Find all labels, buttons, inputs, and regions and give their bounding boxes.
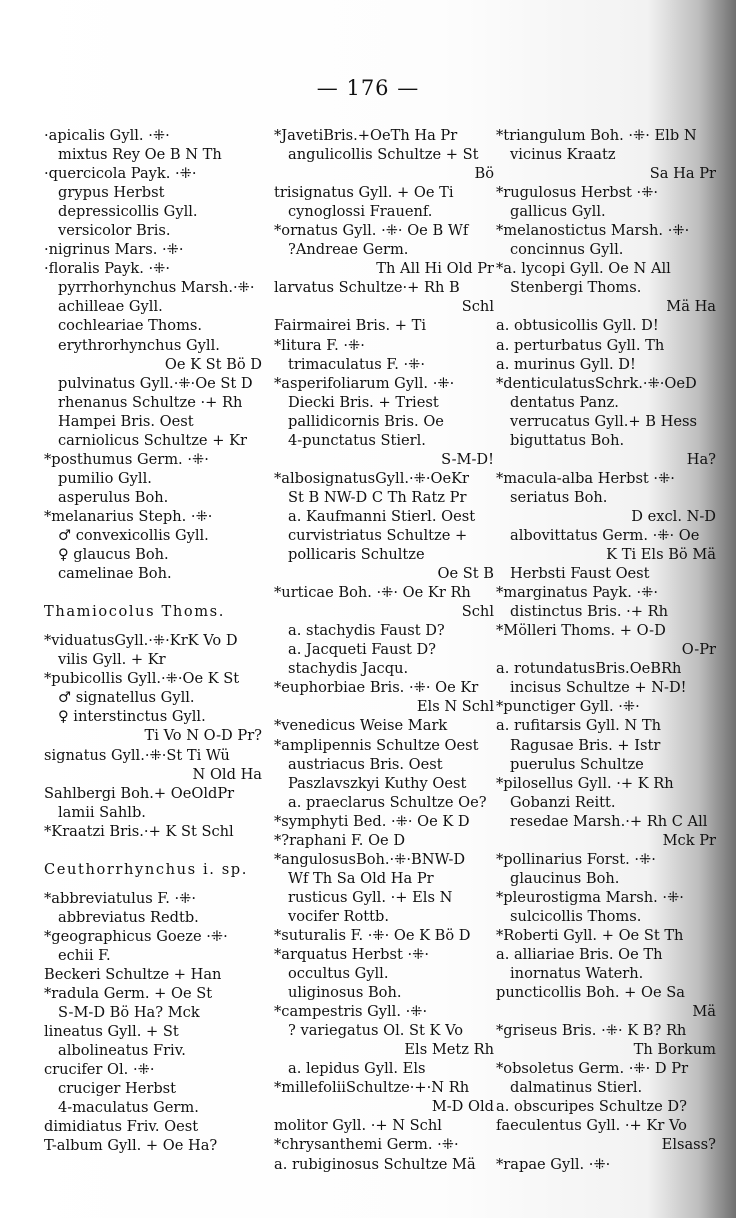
species-entry-line: *chrysanthemi Germ. ·⁜· xyxy=(274,1136,459,1154)
species-entry-line: biguttatus Boh. xyxy=(510,431,625,449)
species-entry-line: a. rubiginosus Schultze Mä xyxy=(274,1155,476,1173)
species-entry-line: a. obscuripes Schultze D? xyxy=(496,1098,687,1116)
species-entry-line: *pollinarius Forst. ·⁜· xyxy=(496,850,656,868)
species-entry-line: trimaculatus F. ·⁜· xyxy=(288,355,426,373)
species-entry-line: S-M-D! xyxy=(441,450,494,468)
species-entry-line: *rapae Gyll. ·⁜· xyxy=(496,1155,611,1173)
species-entry-line: *denticulatusSchrk.·⁜·OeD xyxy=(496,374,697,392)
species-entry-line: Herbsti Faust Oest xyxy=(510,565,650,583)
species-entry-line: *symphyti Bed. ·⁜· Oe K D xyxy=(274,812,470,830)
species-entry-line: sulcicollis Thoms. xyxy=(510,907,642,925)
species-entry-line: *radula Germ. + Oe St xyxy=(44,985,213,1003)
species-entry-line: gallicus Gyll. xyxy=(510,203,606,221)
species-entry-line: dimidiatus Friv. Oest xyxy=(44,1118,199,1136)
species-entry-line: *griseus Bris. ·⁜· K B? Rh xyxy=(496,1022,687,1040)
species-entry-line: *campestris Gyll. ·⁜· xyxy=(274,1003,428,1021)
species-entry-line: *obsoletus Germ. ·⁜· D Pr xyxy=(496,1060,689,1078)
species-entry-line: stachydis Jacqu. xyxy=(288,660,409,678)
species-entry-line: *arquatus Herbst ·⁜· xyxy=(274,946,429,964)
species-entry-line: vocifer Rottb. xyxy=(288,907,390,925)
species-entry-line: *a. lycopi Gyll. Oe N All xyxy=(496,260,671,278)
spacer xyxy=(44,879,262,889)
species-entry-line: incisus Schultze + N-D! xyxy=(510,679,687,697)
species-entry-line: signatus Gyll.·⁜·St Ti Wü xyxy=(44,746,230,764)
species-entry-line: *pubicollis Gyll.·⁜·Oe K St xyxy=(44,670,240,688)
species-entry-line: concinnus Gyll. xyxy=(510,241,624,259)
species-entry-line: *viduatusGyll.·⁜·KrK Vo D xyxy=(44,632,238,650)
species-entry-line: seriatus Boh. xyxy=(510,488,608,506)
species-entry-line: ? variegatus Ol. St K Vo xyxy=(288,1022,464,1040)
species-entry-line: Elsass? xyxy=(661,1136,716,1154)
species-entry-line: a. rotundatusBris.OeBRh xyxy=(496,660,682,678)
spacer xyxy=(44,621,262,631)
species-entry-line: a. lepidus Gyll. Els xyxy=(288,1060,426,1078)
species-entry-line: ♀ glaucus Boh. xyxy=(58,546,169,564)
species-entry-line: a. perturbatus Gyll. Th xyxy=(496,336,665,354)
species-entry-line: angulicollis Schultze + St xyxy=(288,146,479,164)
spacer xyxy=(44,841,262,860)
page-number: — 176 — xyxy=(316,76,420,100)
species-entry-line: Hampei Bris. Oest xyxy=(58,412,194,430)
species-entry-line: a. rufitarsis Gyll. N Th xyxy=(496,717,661,735)
species-entry-line: crucifer Ol. ·⁜· xyxy=(44,1061,155,1079)
species-entry-line: T-album Gyll. + Oe Ha? xyxy=(44,1137,218,1155)
column-middle xyxy=(274,126,494,1174)
species-entry-line: larvatus Schultze·+ Rh B xyxy=(274,279,460,297)
species-entry-line: K Ti Els Bö Mä xyxy=(606,546,716,564)
species-entry-line: carniolicus Schultze + Kr xyxy=(58,431,247,449)
species-entry-line: dalmatinus Stierl. xyxy=(510,1079,643,1097)
species-entry-line: faeculentus Gyll. ·+ Kr Vo xyxy=(496,1117,687,1135)
species-entry-line: *melanarius Steph. ·⁜· xyxy=(44,507,213,525)
species-entry-line: O-Pr xyxy=(681,641,716,659)
species-entry-line: ·floralis Payk. ·⁜· xyxy=(44,260,171,278)
species-entry-line: Oe K St Bö D xyxy=(164,355,262,373)
column-right xyxy=(496,126,716,1174)
species-entry-line: ·quercicola Payk. ·⁜· xyxy=(44,165,197,183)
species-entry-line: rhenanus Schultze ·+ Rh xyxy=(58,393,243,411)
species-entry-line: a. obtusicollis Gyll. D! xyxy=(496,317,659,335)
species-entry-line: ♂ signatellus Gyll. xyxy=(58,689,195,707)
species-entry-line: lineatus Gyll. + St xyxy=(44,1023,179,1041)
species-entry-line: Mä xyxy=(692,1003,716,1021)
species-entry-line: a. praeclarus Schultze Oe? xyxy=(288,793,487,811)
species-entry-line: ·nigrinus Mars. ·⁜· xyxy=(44,241,184,259)
species-entry-line: cynoglossi Frauenf. xyxy=(288,203,433,221)
species-entry-line: camelinae Boh. xyxy=(58,565,172,583)
species-entry-line: a. murinus Gyll. D! xyxy=(496,355,636,373)
species-entry-line: *abbreviatulus F. ·⁜· xyxy=(44,889,197,907)
species-entry-line: ?Andreae Germ. xyxy=(288,241,409,259)
species-entry-line: Th All Hi Old Pr xyxy=(376,260,494,278)
species-entry-line: Els N Schl xyxy=(416,698,494,716)
species-entry-line: *ornatus Gyll. ·⁜· Oe B Wf xyxy=(274,222,469,240)
species-entry-line: *pleurostigma Marsh. ·⁜· xyxy=(496,888,684,906)
species-entry-line: *macula-alba Herbst ·⁜· xyxy=(496,469,675,487)
species-entry-line: molitor Gyll. ·+ N Schl xyxy=(274,1117,442,1135)
species-entry-line: pyrrhorhynchus Marsh.·⁜· xyxy=(58,279,255,297)
species-entry-line: Mä Ha xyxy=(666,298,716,316)
species-entry-line: Sahlbergi Boh.+ OeOldPr xyxy=(44,784,235,802)
species-entry-line: erythrorhynchus Gyll. xyxy=(58,336,220,354)
species-entry-line: occultus Gyll. xyxy=(288,965,389,983)
species-entry-line: rusticus Gyll. ·+ Els N xyxy=(288,888,453,906)
species-entry-line: Bö xyxy=(474,165,494,183)
species-entry-line: a. Kaufmanni Stierl. Oest xyxy=(288,507,476,525)
species-entry-line: pallidicornis Bris. Oe xyxy=(288,412,444,430)
species-entry-line: 4-maculatus Germ. xyxy=(58,1099,199,1117)
species-entry-line: *venedicus Weise Mark xyxy=(274,717,448,735)
species-entry-line: echii F. xyxy=(58,946,111,964)
species-entry-line: M-D Old xyxy=(431,1098,494,1116)
species-entry-line: cochleariae Thoms. xyxy=(58,317,203,335)
species-entry-line: depressicollis Gyll. xyxy=(58,203,198,221)
species-entry-line: *JavetiBris.+OeTh Ha Pr xyxy=(274,127,458,144)
species-entry-line: verrucatus Gyll.+ B Hess xyxy=(510,412,697,430)
species-entry-line: resedae Marsh.·+ Rh C All xyxy=(510,812,708,830)
species-entry-line: *geographicus Goeze ·⁜· xyxy=(44,927,228,945)
species-entry-line: *pilosellus Gyll. ·+ K Rh xyxy=(496,774,674,792)
species-entry-line: trisignatus Gyll. + Oe Ti xyxy=(274,184,454,202)
species-entry-line: Mck Pr xyxy=(662,831,716,849)
species-entry-line: 4-punctatus Stierl. xyxy=(288,431,426,449)
species-entry-line: Fairmairei Bris. + Ti xyxy=(274,317,427,335)
species-entry-line: *rugulosus Herbst ·⁜· xyxy=(496,184,659,202)
species-entry-line: uliginosus Boh. xyxy=(288,984,402,1002)
species-entry-line: *angulosusBoh.·⁜·BNW-D xyxy=(274,850,466,868)
species-entry-line: Ha? xyxy=(686,450,716,468)
species-entry-line: distinctus Bris. ·+ Rh xyxy=(510,603,669,621)
species-entry-line: pulvinatus Gyll.·⁜·Oe St D xyxy=(58,374,253,392)
species-entry-line: *millefoliiSchultze·+·N Rh xyxy=(274,1079,470,1097)
species-entry-line: *amplipennis Schultze Oest xyxy=(274,736,479,754)
species-entry-line: mixtus Rey Oe B N Th xyxy=(58,146,222,164)
species-entry-line: *posthumus Germ. ·⁜· xyxy=(44,450,209,468)
species-entry-line: glaucinus Boh. xyxy=(510,869,620,887)
species-entry-line: austriacus Bris. Oest xyxy=(288,755,443,773)
species-entry-line: a. stachydis Faust D? xyxy=(288,622,445,640)
species-entry-line: *litura F. ·⁜· xyxy=(274,336,365,354)
species-entry-line: Stenbergi Thoms. xyxy=(510,279,642,297)
species-entry-line: Schl xyxy=(461,603,494,621)
species-entry-line: vicinus Kraatz xyxy=(510,146,616,164)
species-entry-line: curvistriatus Schultze + xyxy=(288,526,468,544)
species-entry-line: *melanostictus Marsh. ·⁜· xyxy=(496,222,690,240)
species-entry-line: *Kraatzi Bris.·+ K St Schl xyxy=(44,822,234,840)
species-entry-line: *asperifoliarum Gyll. ·⁜· xyxy=(274,374,455,392)
species-entry-line: *euphorbiae Bris. ·⁜· Oe Kr xyxy=(274,679,479,697)
species-entry-line: *suturalis F. ·⁜· Oe K Bö D xyxy=(274,926,471,944)
species-entry-line: grypus Herbst xyxy=(58,184,165,202)
species-entry-line: *?raphani F. Oe D xyxy=(274,831,406,849)
species-entry-line: asperulus Boh. xyxy=(58,488,169,506)
species-entry-line: abbreviatus Redtb. xyxy=(58,908,199,926)
species-entry-line: *albosignatusGyll.·⁜·OeKr xyxy=(274,469,470,487)
spacer xyxy=(44,583,262,602)
species-entry-line: St B NW-D C Th Ratz Pr xyxy=(288,488,467,506)
species-entry-line: D excl. N-D xyxy=(631,507,716,525)
species-entry-line: Wf Th Sa Old Ha Pr xyxy=(288,869,434,887)
species-entry-line: Th Borkum xyxy=(633,1041,716,1059)
species-entry-line: *urticae Boh. ·⁜· Oe Kr Rh xyxy=(274,584,471,602)
species-entry-line: *marginatus Payk. ·⁜· xyxy=(496,584,659,602)
species-entry-line: a. Jacqueti Faust D? xyxy=(288,641,437,659)
species-entry-line: versicolor Bris. xyxy=(58,222,171,240)
species-entry-line: Ragusae Bris. + Istr xyxy=(510,736,661,754)
species-entry-line: *Roberti Gyll. + Oe St Th xyxy=(496,926,684,944)
species-entry-line: pollicaris Schultze xyxy=(288,546,425,564)
column-left xyxy=(44,126,262,1155)
species-entry-line: pumilio Gyll. xyxy=(58,469,152,487)
species-entry-line: Diecki Bris. + Triest xyxy=(288,393,439,411)
species-entry-line: *punctiger Gyll. ·⁜· xyxy=(496,698,640,716)
species-entry-line: ♀ interstinctus Gyll. xyxy=(58,708,206,726)
species-entry-line: albovittatus Germ. ·⁜· Oe xyxy=(510,526,700,544)
species-entry-line: puerulus Schultze xyxy=(510,755,644,773)
species-entry-line: N Old Ha xyxy=(192,765,262,783)
species-entry-line: Paszlavszkyi Kuthy Oest xyxy=(288,774,467,792)
species-entry-line: a. alliariae Bris. Oe Th xyxy=(496,946,663,964)
species-entry-line: *triangulum Boh. ·⁜· Elb N xyxy=(496,127,697,144)
species-entry-line: Oe St B xyxy=(437,565,494,583)
species-entry-line: dentatus Panz. xyxy=(510,393,619,411)
species-entry-line: S-M-D Bö Ha? Mck xyxy=(58,1004,200,1022)
species-entry-line: puncticollis Boh. + Oe Sa xyxy=(496,984,685,1002)
species-entry-line: Schl xyxy=(461,298,494,316)
species-entry-line: Gobanzi Reitt. xyxy=(510,793,616,811)
species-entry-line: *Mölleri Thoms. + O-D xyxy=(496,622,666,640)
species-entry-line: ♂ convexicollis Gyll. xyxy=(58,526,209,544)
species-entry-line: vilis Gyll. + Kr xyxy=(58,651,166,669)
species-entry-line: achilleae Gyll. xyxy=(58,298,163,316)
species-entry-line: lamii Sahlb. xyxy=(58,803,146,821)
section-heading: Ceuthorrhynchus i. sp. xyxy=(44,860,248,878)
species-entry-line: Sa Ha Pr xyxy=(649,165,716,183)
species-entry-line: Els Metz Rh xyxy=(404,1041,494,1059)
species-entry-line: Ti Vo N O-D Pr? xyxy=(144,727,262,745)
species-entry-line: ·apicalis Gyll. ·⁜· xyxy=(44,127,170,144)
species-entry-line: cruciger Herbst xyxy=(58,1080,177,1098)
species-entry-line: inornatus Waterh. xyxy=(510,965,644,983)
section-heading: Thamiocolus Thoms. xyxy=(44,603,225,621)
species-entry-line: Beckeri Schultze + Han xyxy=(44,966,222,984)
species-entry-line: albolineatus Friv. xyxy=(58,1042,186,1060)
